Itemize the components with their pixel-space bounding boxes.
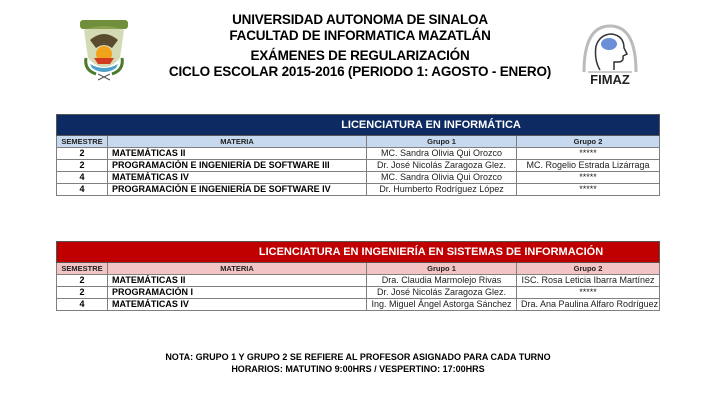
school-cycle: CICLO ESCOLAR 2015-2016 (PERIODO 1: AGOSTO - ENERO) — [168, 64, 552, 79]
cell-materia: PROGRAMACIÓN E INGENIERÍA DE SOFTWARE IV — [108, 184, 367, 196]
column-header-grupo1: Grupo 1 — [367, 263, 517, 275]
table-row — [57, 160, 660, 172]
column-header-semestre: SEMESTRE — [57, 136, 108, 148]
cell-materia: PROGRAMACIÓN I — [108, 287, 367, 299]
column-header-grupo2: Grupo 2 — [517, 263, 660, 275]
table-licenciatura-ingenieria-sistemas — [56, 241, 660, 311]
table-row — [57, 148, 660, 160]
cell-grupo1: Dr. José Nicolás Zaragoza Glez. — [367, 287, 517, 299]
cell-semestre: 4 — [57, 184, 108, 196]
cell-grupo2: ***** — [517, 184, 660, 196]
document-header — [0, 0, 716, 100]
cell-grupo1: MC. Sandra Olivia Qui Orozco — [367, 148, 517, 160]
cell-grupo1: Ing. Miguel Ángel Astorga Sánchez — [367, 299, 517, 311]
column-header-materia: MATERIA — [108, 263, 367, 275]
column-header-grupo2: Grupo 2 — [517, 136, 660, 148]
university-name: UNIVERSIDAD AUTONOMA DE SINALOA — [232, 12, 488, 27]
table-licenciatura-informatica — [56, 114, 660, 196]
table-title: LICENCIATURA EN INGENIERÍA EN SISTEMAS DE INFORMACIÓN — [57, 242, 660, 263]
cell-grupo2: ***** — [517, 172, 660, 184]
cell-grupo1: Dr. Humberto Rodríguez López — [367, 184, 517, 196]
table-row — [57, 172, 660, 184]
svg-text:FIMAZ: FIMAZ — [590, 72, 630, 86]
column-header-materia: MATERIA — [108, 136, 367, 148]
table-row — [57, 287, 660, 299]
faculty-name: FACULTAD DE INFORMATICA MAZATLÁN — [229, 28, 491, 43]
cell-semestre: 2 — [57, 148, 108, 160]
document-titles — [150, 12, 570, 80]
cell-grupo2: MC. Rogelio Estrada Lizárraga — [517, 160, 660, 172]
cell-materia: MATEMÁTICAS IV — [108, 172, 367, 184]
cell-grupo2: ***** — [517, 287, 660, 299]
footer-note — [0, 351, 716, 375]
table-title: LICENCIATURA EN INFORMÁTICA — [57, 115, 660, 136]
fimaz-head-logo-icon — [578, 22, 642, 86]
note-schedule: HORARIOS: MATUTINO 9:00HRS / VESPERTINO: 17:00HRS — [231, 364, 485, 374]
column-header-semestre: SEMESTRE — [57, 263, 108, 275]
fimaz-logo — [578, 22, 642, 86]
cell-grupo2: ***** — [517, 148, 660, 160]
column-header-grupo1: Grupo 1 — [367, 136, 517, 148]
exam-title: EXÁMENES DE REGULARIZACIÓN — [250, 48, 470, 63]
uas-shield-logo-icon — [76, 18, 132, 82]
cell-grupo1: Dra. Claudia Marmolejo Rivas — [367, 275, 517, 287]
cell-grupo2: ISC. Rosa Leticia Ibarra Martínez — [517, 275, 660, 287]
table-row — [57, 299, 660, 311]
cell-materia: MATEMÁTICAS II — [108, 148, 367, 160]
cell-materia: MATEMÁTICAS IV — [108, 299, 367, 311]
cell-semestre: 4 — [57, 299, 108, 311]
note-groups: NOTA: GRUPO 1 Y GRUPO 2 SE REFIERE AL PROFESOR ASIGNADO PARA CADA TURNO — [165, 352, 551, 362]
cell-grupo1: MC. Sandra Olivia Qui Orozco — [367, 172, 517, 184]
cell-semestre: 2 — [57, 287, 108, 299]
cell-grupo2: Dra. Ana Paulina Alfaro Rodríguez — [517, 299, 660, 311]
table-row — [57, 184, 660, 196]
cell-semestre: 2 — [57, 160, 108, 172]
table-row — [57, 275, 660, 287]
cell-materia: PROGRAMACIÓN E INGENIERÍA DE SOFTWARE III — [108, 160, 367, 172]
cell-materia: MATEMÁTICAS II — [108, 275, 367, 287]
cell-grupo1: Dr. José Nicolás Zaragoza Glez. — [367, 160, 517, 172]
cell-semestre: 2 — [57, 275, 108, 287]
cell-semestre: 4 — [57, 172, 108, 184]
